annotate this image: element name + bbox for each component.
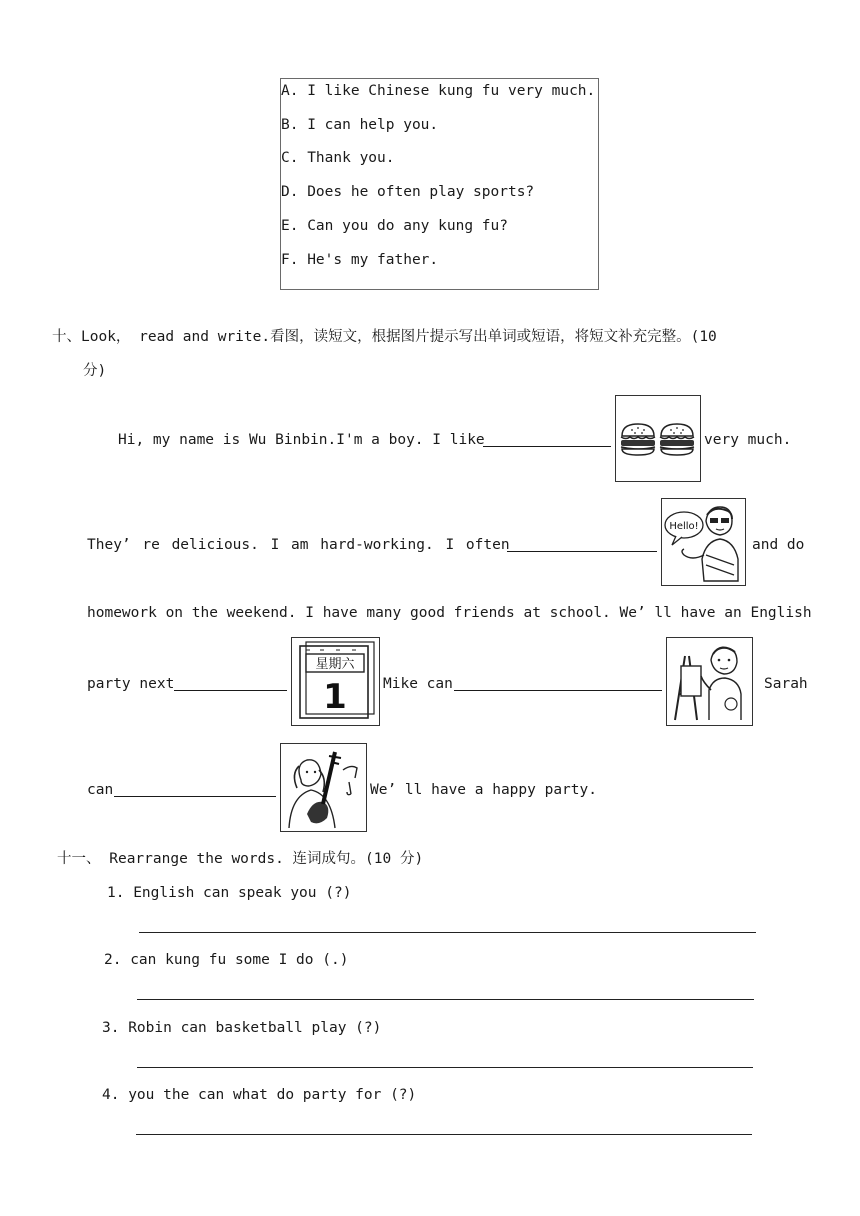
passage-line4-start: party next (87, 676, 175, 692)
calendar-icon (292, 638, 378, 724)
passage-line1-start: Hi, my name is Wu Binbin.I'm a boy. I like (118, 432, 485, 448)
rearrange-item-3: 3. Robin can basketball play (?) (102, 1020, 382, 1036)
option-a: A. I like Chinese kung fu very much. (281, 83, 596, 99)
passage-line1-end: very much. (704, 432, 792, 448)
passage-line3: homework on the weekend. I have many good friends at school. We’ ll have an English (87, 605, 812, 621)
section10-heading-cont: 分) (83, 363, 107, 379)
painting-boy-icon (667, 638, 751, 724)
calendar-picture (291, 637, 380, 726)
section10-heading: 十、Look， read and write.看图，读短文，根据图片提示写出单词或短语，将短文补充完整。(10 (52, 329, 717, 345)
answer-line-4[interactable] (136, 1134, 752, 1135)
section11-heading: 十一、 Rearrange the words. 连词成句。(10 分) (57, 851, 424, 867)
pipa-player-icon (281, 744, 365, 830)
passage-line4-end: Sarah (764, 676, 808, 692)
passage-line5-start: can (87, 782, 114, 798)
pipa-girl-picture (280, 743, 367, 832)
passage-line5-end: We’ ll have a happy party. (370, 782, 597, 798)
hamburger-icon (616, 396, 699, 480)
option-c: C. Thank you. (281, 150, 395, 166)
hamburger-picture (615, 395, 701, 482)
blank-3[interactable] (174, 690, 287, 691)
calendar-weekday: 星期六 (315, 657, 355, 672)
greeting-boy-icon (662, 499, 744, 584)
passage-line2-end: and do (752, 537, 805, 553)
painting-picture (666, 637, 753, 726)
passage-line4-mid: Mike can (383, 676, 453, 692)
rearrange-item-4: 4. you the can what do party for (?) (102, 1087, 417, 1103)
calendar-day: 1 (323, 677, 347, 717)
answer-line-3[interactable] (137, 1067, 753, 1068)
rearrange-item-2: 2. can kung fu some I do (.) (104, 952, 349, 968)
answer-line-1[interactable] (139, 932, 756, 933)
blank-2[interactable] (507, 551, 657, 552)
option-d: D. Does he often play sports? (281, 184, 535, 200)
answer-line-2[interactable] (137, 999, 754, 1000)
option-b: B. I can help you. (281, 117, 439, 133)
saying-hello-picture (661, 498, 746, 586)
option-e: E. Can you do any kung fu? (281, 218, 508, 234)
hello-bubble-text: Hello! (669, 521, 699, 532)
blank-5[interactable] (114, 796, 276, 797)
passage-line2-start: They’ re delicious. I am hard-working. I often (87, 537, 510, 553)
blank-1[interactable] (483, 446, 611, 447)
option-f: F. He's my father. (281, 252, 439, 268)
blank-4[interactable] (454, 690, 662, 691)
rearrange-item-1: 1. English can speak you (?) (107, 885, 352, 901)
